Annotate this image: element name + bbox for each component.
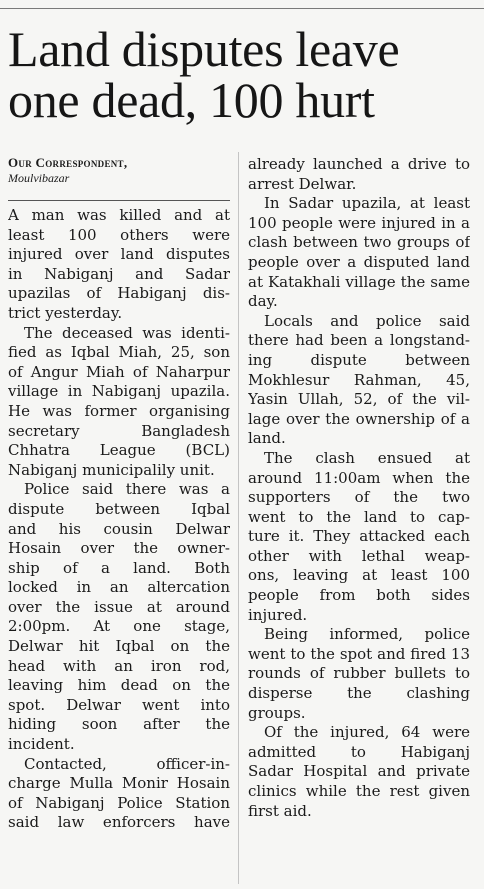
article-text-line: already launched a drive to [248, 155, 470, 173]
article-text-line: incident. [8, 735, 75, 754]
article-text-line: around 11:00am when the [248, 468, 470, 487]
article-text-line: He was former organising [8, 401, 230, 420]
article-text-line: trict yesterday. [8, 303, 123, 322]
article-text-line: upazilas of Habiganj dis- [8, 284, 230, 303]
byline [8, 155, 230, 185]
article-text-line: Contacted, officer-in- [24, 754, 230, 773]
article-text-line: injured. [248, 605, 308, 624]
article-text-line: A man was killed and at [8, 206, 230, 224]
column-divider [238, 152, 239, 884]
article-text-line: there had been a longstand- [248, 331, 470, 350]
article-text-line: Yasin Ullah, 52, of the vil- [248, 390, 470, 409]
article-text-line: Being informed, police [264, 625, 470, 644]
article-text-line: Of the injured, 64 were [264, 723, 470, 742]
article-text-line: least 100 others were [8, 225, 230, 244]
byline-location: Moulvibazar [8, 171, 70, 185]
article-text-line: hiding soon after the [8, 715, 230, 734]
article-text-line: over the issue at around [8, 597, 230, 616]
top-rule [0, 8, 484, 9]
article-text-line: spot. Delwar went into [8, 695, 230, 714]
article-text-line: 2:00pm. At one stage, [8, 617, 230, 636]
article-text-line: injured over land disputes [8, 245, 230, 264]
article-text-line: Nabiganj municipalily unit. [8, 460, 215, 479]
article-text-line: groups. [248, 703, 306, 722]
article-text-line: of Nabiganj Police Station [8, 793, 230, 812]
byline-author-text: Our Correspondent, [8, 155, 128, 170]
headline-line-2: one dead, 100 hurt [8, 72, 375, 128]
article-text-line: secretary Bangladesh [8, 421, 230, 440]
article-text-line: locked in an altercation [8, 578, 230, 597]
article-text-line: village in Nabiganj upazila. [8, 382, 230, 401]
article-text-line: people over a disputed land [248, 252, 470, 271]
article-text-line: ship of a land. Both [8, 558, 230, 577]
article-text-line: dispute between Iqbal [8, 499, 230, 518]
article-text-line: Chhatra League (BCL) [8, 441, 230, 460]
article-text-line: admitted to Habiganj [248, 742, 470, 761]
article-text-line: disperse the clashing [248, 684, 470, 703]
article-text-line: head with an iron rod, [8, 656, 230, 675]
article-text-line: Police said there was a [24, 480, 230, 499]
article-text-line: lage over the ownership of a [248, 409, 470, 428]
article-text-line: and his cousin Delwar [8, 519, 230, 538]
article-text-line: people from both sides [248, 586, 470, 605]
article-text-line: arrest Delwar. [248, 174, 357, 193]
article-text-line: Sadar Hospital and private [248, 762, 470, 781]
article-text-line: in Nabiganj and Sadar [8, 264, 230, 283]
article-text-line: other with lethal weap- [248, 546, 470, 565]
article-text-line: The clash ensued at [264, 448, 470, 467]
headline-line-1: Land disputes leave [8, 21, 400, 77]
article-text-line: went to the spot and fired 13 [248, 644, 470, 663]
headline [8, 21, 480, 128]
article-text-line: 100 people were injured in a [248, 213, 470, 232]
article-column-1 [8, 206, 230, 833]
article-text-line: Hosain over the owner- [8, 539, 230, 558]
article-text-line: of Angur Miah of Naharpur [8, 362, 230, 381]
article-text-line: rounds of rubber bullets to [248, 664, 470, 683]
article-text-line: charge Mulla Monir Hosain [8, 774, 230, 793]
article-text-line: The deceased was identi- [24, 323, 230, 342]
article-text-line: at Katakhali village the same [248, 272, 470, 291]
article-text-line: ons, leaving at least 100 [248, 566, 470, 585]
article-text-line: supporters of the two [248, 488, 470, 507]
article-text-line: day. [248, 292, 278, 311]
article-text-line: leaving him dead on the [8, 676, 230, 695]
article-text-line: fied as Iqbal Miah, 25, son [8, 343, 230, 362]
article-text-line: Delwar hit Iqbal on the [8, 637, 230, 656]
article-text-line: clash between two groups of [248, 233, 470, 252]
article-text-line: In Sadar upazila, at least [264, 194, 470, 213]
article-text-line: Locals and police said [264, 311, 470, 330]
article-text-line: Mokhlesur Rahman, 45, [248, 370, 470, 389]
article-text-line: went to the land to cap- [248, 507, 470, 526]
byline-rule [8, 200, 230, 201]
article-text-line: ture it. They attacked each [248, 527, 470, 546]
article-text-line: said law enforcers have [8, 813, 230, 832]
article-text-line: ing dispute between [248, 350, 470, 369]
article-column-2 [248, 155, 470, 821]
article-text-line: first aid. [248, 801, 312, 820]
article-text-line: clinics while the rest given [248, 782, 470, 800]
byline-author [8, 155, 230, 171]
article-text-line: land. [248, 429, 286, 448]
